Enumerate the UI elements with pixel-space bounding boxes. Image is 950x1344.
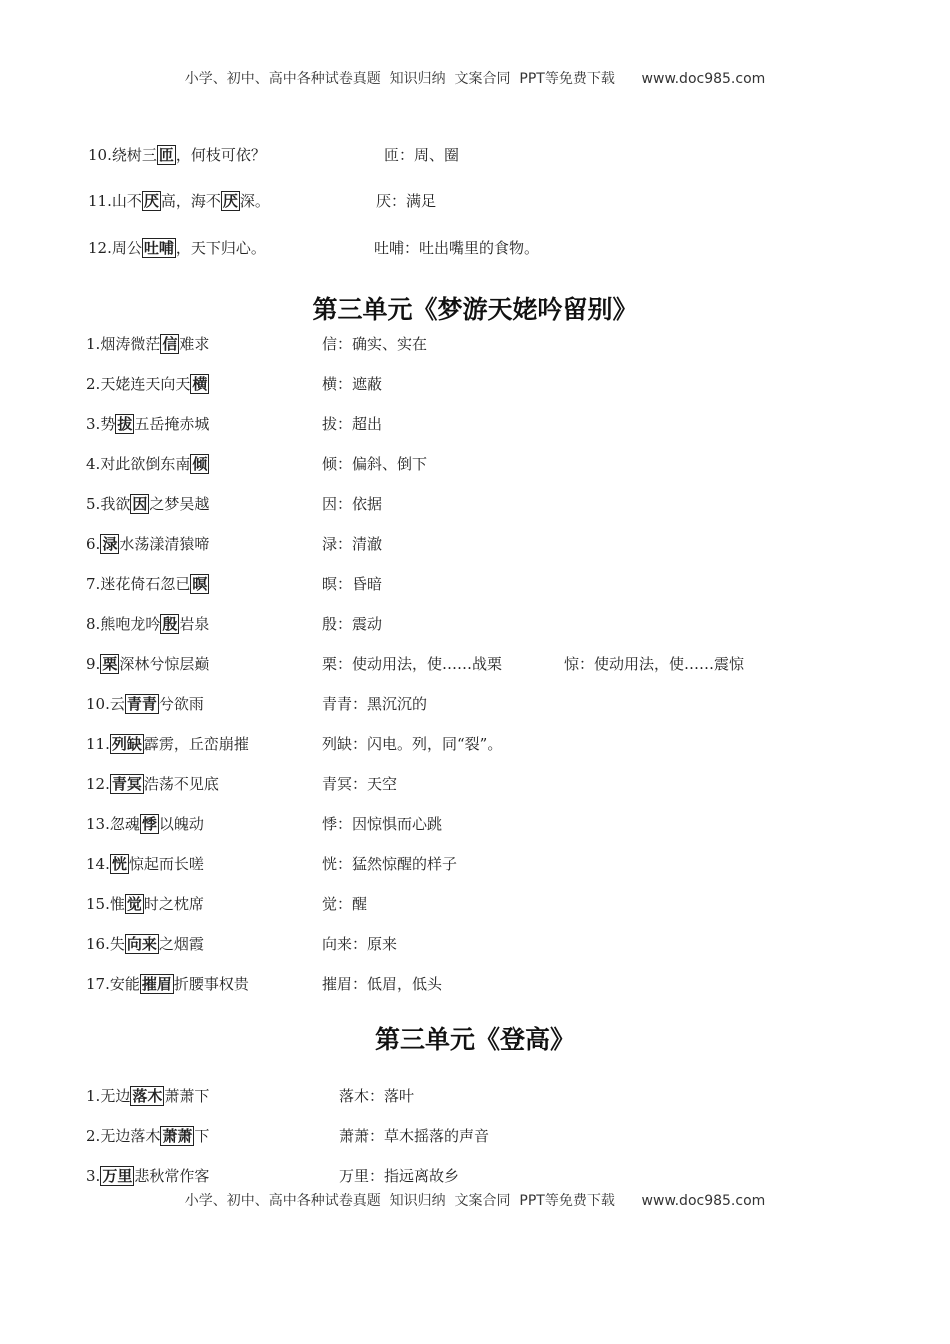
- item-number: 7.: [86, 575, 101, 593]
- keyword-box: 横: [192, 375, 208, 393]
- list-item: 2.无边落木 萧萧 下 萧萧：草木摇落的声音: [86, 1123, 846, 1149]
- gloss: 栗：使动用法，使……战栗: [322, 655, 503, 673]
- gloss: 匝：周、圈: [384, 146, 460, 164]
- gloss: 摧眉：低眉，低头: [322, 975, 443, 993]
- gloss: 青冥：天空: [322, 775, 398, 793]
- list-item: 3. 万里 悲秋常作客 万里：指远离故乡: [86, 1163, 846, 1189]
- item-number: 16.: [86, 935, 110, 953]
- gloss: 恍：猛然惊醒的样子: [322, 855, 458, 873]
- list-item: 9. 栗 深林兮惊层巅 栗：使动用法，使……战栗 惊：使动用法，使……震惊: [86, 651, 846, 677]
- list-item: 10.云 青青 兮欲雨 青青：黑沉沉的: [86, 691, 846, 717]
- section-title: 第三单元《登高》: [374, 1025, 575, 1054]
- item-number: 3.: [86, 415, 101, 433]
- list-item: 1.无边 落木 萧萧下 落木：落叶: [86, 1083, 846, 1109]
- gloss: 信：确实、实在: [322, 335, 428, 353]
- list-item: 7.迷花倚石忽已 暝 暝：昏暗: [86, 571, 846, 597]
- gloss-secondary: 惊：使动用法，使……震惊: [564, 655, 745, 673]
- page-header: 小学、初中、高中各种试卷真题 知识归纳 文案合同 PPT等免费下载 www.doc985.com: [184, 71, 766, 87]
- gloss: 渌：清澈: [322, 535, 383, 553]
- list-item: 11.山不 厌 高，海不 厌 深。 厌：满足: [88, 188, 848, 214]
- keyword-box: 栗: [102, 655, 118, 673]
- item-number: 2.: [86, 1127, 101, 1145]
- item-number: 12.: [88, 239, 112, 257]
- item-number: 8.: [86, 615, 101, 633]
- gloss: 厌：满足: [376, 192, 437, 210]
- list-item: 14. 恍 惊起而长嗟 恍：猛然惊醒的样子: [86, 851, 846, 877]
- item-number: 10.: [88, 146, 112, 164]
- gloss: 横：遮蔽: [322, 375, 383, 393]
- item-number: 10.: [86, 695, 110, 713]
- keyword-box: 向来: [126, 935, 157, 953]
- item-number: 2.: [86, 375, 101, 393]
- gloss: 拔：超出: [322, 415, 383, 433]
- gloss: 殷：震动: [322, 615, 383, 633]
- list-item: 12. 青冥 浩荡不见底 青冥：天空: [86, 771, 846, 797]
- keyword-box: 悸: [141, 815, 157, 833]
- list-item: 4.对此欲倒东南 倾 倾：偏斜、倒下: [86, 451, 846, 477]
- item-number: 14.: [86, 855, 110, 873]
- item-number: 9.: [86, 655, 101, 673]
- list-item: 17.安能 摧眉 折腰事权贵 摧眉：低眉，低头: [86, 971, 846, 997]
- keyword-box: 信: [162, 335, 178, 353]
- keyword-box: 恍: [111, 855, 127, 873]
- keyword-box: 厌: [143, 192, 159, 210]
- item-number: 11.: [86, 735, 110, 753]
- list-item: 1.烟涛微茫 信 难求 信：确实、实在: [86, 331, 846, 357]
- list-item: 6. 渌 水荡漾清猿啼 渌：清澈: [86, 531, 846, 557]
- list-item: 2.天姥连天向天 横 横：遮蔽: [86, 371, 846, 397]
- gloss: 萧萧：草木摇落的声音: [339, 1127, 490, 1145]
- item-number: 3.: [86, 1167, 101, 1185]
- item-number: 1.: [86, 335, 101, 353]
- keyword-box: 萧萧: [162, 1127, 193, 1145]
- section-title: 第三单元《梦游天姥吟留别》: [312, 295, 638, 324]
- item-number: 5.: [86, 495, 101, 513]
- list-item: 13.忽魂 悸 以魄动 悸：因惊惧而心跳: [86, 811, 846, 837]
- item-number: 13.: [86, 815, 110, 833]
- keyword-box: 厌: [222, 192, 238, 210]
- list-item: 8.熊咆龙吟 殷 岩泉 殷：震动: [86, 611, 846, 637]
- keyword-box: 列缺: [111, 735, 142, 753]
- gloss: 万里：指远离故乡: [339, 1167, 460, 1185]
- list-item: 3.势 拔 五岳掩赤城 拔：超出: [86, 411, 846, 437]
- gloss: 落木：落叶: [339, 1087, 415, 1105]
- keyword-box: 渌: [102, 535, 118, 553]
- list-item: 5.我欲 因 之梦吴越 因：依据: [86, 491, 846, 517]
- item-number: 17.: [86, 975, 110, 993]
- list-item: 12.周公 吐哺 ，天下归心。 吐哺：吐出嘴里的食物。: [88, 235, 848, 261]
- list-item: 11. 列缺 霹雳，丘峦崩摧 列缺：闪电。列，同“裂”。: [86, 731, 846, 757]
- list-item: 15.惟 觉 时之枕席 觉：醒: [86, 891, 846, 917]
- keyword-box: 匝: [158, 146, 174, 164]
- keyword-box: 觉: [126, 895, 142, 913]
- keyword-box: 落木: [132, 1087, 163, 1105]
- keyword-box: 殷: [162, 615, 178, 633]
- gloss: 吐哺：吐出嘴里的食物。: [374, 239, 540, 257]
- list-item: 10.绕树三 匝 ，何枝可依？ 匝：周、圈: [88, 142, 848, 168]
- gloss: 向来：原来: [322, 935, 398, 953]
- gloss: 倾：偏斜、倒下: [322, 455, 428, 473]
- item-number: 12.: [86, 775, 110, 793]
- keyword-box: 青冥: [111, 775, 142, 793]
- keyword-box: 拔: [117, 415, 133, 433]
- keyword-box: 倾: [192, 455, 208, 473]
- gloss: 因：依据: [322, 495, 383, 513]
- gloss: 青青：黑沉沉的: [322, 695, 428, 713]
- gloss: 暝：昏暗: [322, 575, 383, 593]
- item-number: 1.: [86, 1087, 101, 1105]
- item-number: 4.: [86, 455, 101, 473]
- keyword-box: 因: [132, 495, 148, 513]
- item-number: 6.: [86, 535, 101, 553]
- gloss: 列缺：闪电。列，同“裂”。: [322, 735, 503, 753]
- keyword-box: 摧眉: [141, 975, 172, 993]
- item-number: 15.: [86, 895, 110, 913]
- gloss: 觉：醒: [322, 895, 368, 913]
- keyword-box: 吐哺: [143, 239, 174, 257]
- item-number: 11.: [88, 192, 112, 210]
- page-footer: 小学、初中、高中各种试卷真题 知识归纳 文案合同 PPT等免费下载 www.doc985.com: [184, 1193, 766, 1209]
- keyword-box: 暝: [192, 575, 208, 593]
- keyword-box: 万里: [102, 1167, 133, 1185]
- keyword-box: 青青: [126, 695, 157, 713]
- gloss: 悸：因惊惧而心跳: [322, 815, 443, 833]
- list-item: 16.失 向来 之烟霞 向来：原来: [86, 931, 846, 957]
